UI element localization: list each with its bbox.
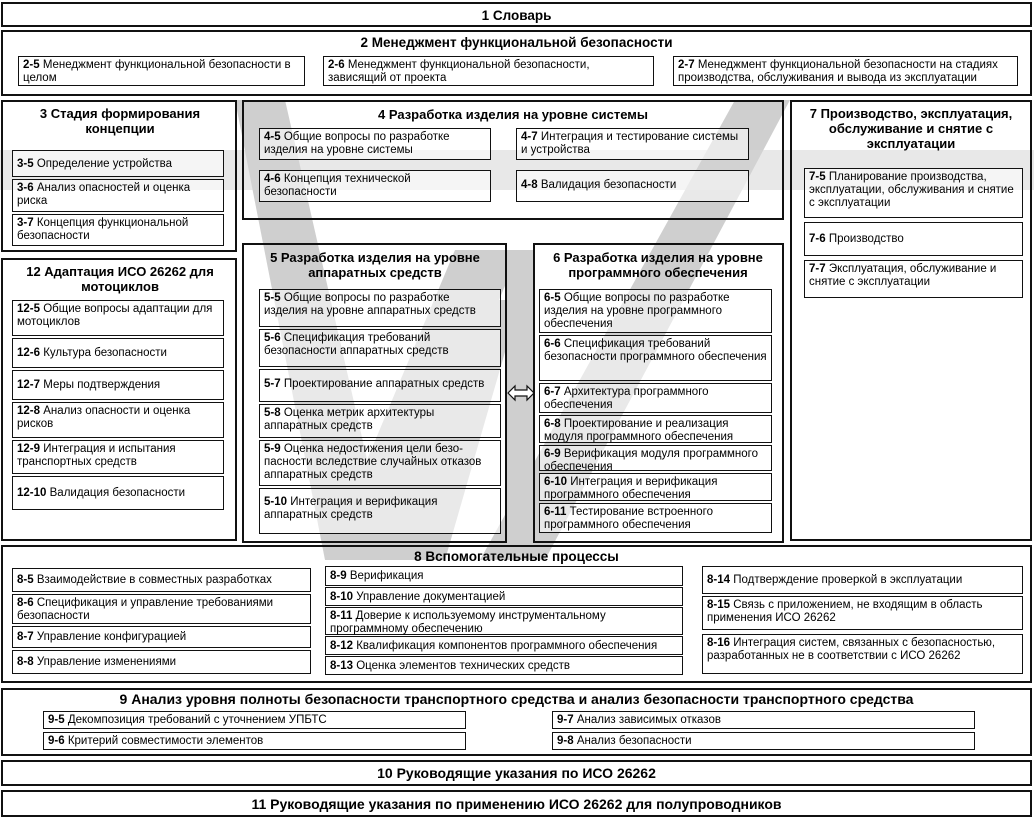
item-3-7: 3-7 Концепция функциональной безопасности [12, 214, 224, 246]
part7-title: 7 Производство, эксплуатация, обслуживание и снятие с эксплуатации [809, 106, 1013, 151]
part9-title: 9 Анализ уровня полноты безопасности транспортного средства и анализ безопасности транспортного средства [119, 691, 914, 707]
part8-title: 8 Вспомогательные процессы [414, 549, 619, 564]
item-12-6: 12-6 Культура безопасности [12, 338, 224, 368]
item-9-5: 9-5 Декомпозиция требований с уточнением УПБТС [43, 711, 466, 729]
item-6-5: 6-5 Общие вопросы по разработке изделия на уровне программного обеспечения [539, 289, 772, 333]
item-6-7: 6-7 Архитектура программного обеспечения [539, 383, 772, 413]
item-6-6: 6-6 Спецификация требований безопасности программного обеспечения [539, 335, 772, 381]
part1-box [1, 2, 1032, 27]
item-4-7: 4-7 Интеграция и тестирование системы и устройства [516, 128, 749, 160]
part11-box [1, 790, 1032, 817]
item-8-15: 8-15 Связь с приложением, не входящим в область применения ИСО 26262 [702, 596, 1023, 630]
item-6-11: 6-11 Тестирование встроенного программного обеспечения [539, 503, 772, 533]
item-3-6: 3-6 Анализ опасностей и оценка риска [12, 179, 224, 212]
item-5-10: 5-10 Интеграция и верификация аппаратных средств [259, 488, 501, 534]
part7-frame [790, 100, 1032, 541]
item-5-5: 5-5 Общие вопросы по разработке изделия на уровне аппаратных средств [259, 289, 501, 327]
part3-title: 3 Стадия формирования концепции [39, 106, 201, 136]
part10-title: 10 Руководящие указания по ИСО 26262 [377, 765, 656, 781]
item-8-14: 8-14 Подтверждение проверкой в эксплуатации [702, 566, 1023, 594]
part5-title: 5 Разработка изделия на уровне аппаратных средств [270, 250, 480, 280]
item-2-6: 2-6 Менеджмент функциональной безопасности, зависящий от проекта [323, 56, 654, 86]
item-9-6: 9-6 Критерий совместимости элементов [43, 732, 466, 750]
item-4-8: 4-8 Валидация безопасности [516, 170, 749, 202]
item-12-10: 12-10 Валидация безопасности [12, 476, 224, 510]
item-8-10: 8-10 Управление документацией [325, 587, 683, 606]
item-12-7: 12-7 Меры подтверждения [12, 370, 224, 400]
item-8-6: 8-6 Спецификация и управление требованиями безопасности [12, 594, 311, 624]
item-6-10: 6-10 Интеграция и верификация программного обеспечения [539, 473, 772, 501]
item-9-7: 9-7 Анализ зависимых отказов [552, 711, 975, 729]
part10-box [1, 760, 1032, 786]
item-5-7: 5-7 Проектирование аппаратных средств [259, 369, 501, 402]
item-8-11: 8-11 Доверие к используемому инструментальному программному обеспечению [325, 607, 683, 635]
item-8-5: 8-5 Взаимодействие в совместных разработках [12, 568, 311, 592]
item-2-5: 2-5 Менеджмент функциональной безопасности в целом [18, 56, 305, 86]
item-9-8: 9-8 Анализ безопасности [552, 732, 975, 750]
item-8-12: 8-12 Квалификация компонентов программного обеспечения [325, 636, 683, 655]
part12-title: 12 Адаптация ИСО 26262 для мотоциклов [26, 264, 214, 294]
part6-title: 6 Разработка изделия на уровне программного обеспечения [553, 250, 763, 280]
item-8-9: 8-9 Верификация [325, 566, 683, 586]
item-6-9: 6-9 Верификация модуля программного обеспечения [539, 445, 772, 471]
item-8-7: 8-7 Управление конфигурацией [12, 626, 311, 648]
part2-title: 2 Менеджмент функциональной безопасности [360, 35, 673, 50]
item-8-8: 8-8 Управление изменениями [12, 650, 311, 674]
item-5-9: 5-9 Оценка недостижения цели безо-пасности вследствие случайных отказов аппаратных средств [259, 440, 501, 486]
item-8-16: 8-16 Интеграция систем, связанных с безопасностью, разработанных не в соответствии с ИСО 26262 [702, 634, 1023, 674]
item-12-8: 12-8 Анализ опасности и оценка рисков [12, 402, 224, 438]
double-arrow-icon [507, 384, 535, 402]
part11-title: 11 Руководящие указания по применению ИСО 26262 для полупроводников [251, 796, 782, 812]
item-6-8: 6-8 Проектирование и реализация модуля программного обеспечения [539, 415, 772, 443]
item-4-5: 4-5 Общие вопросы по разработке изделия на уровне системы [259, 128, 491, 160]
item-5-8: 5-8 Оценка метрик архитектуры аппаратных средств [259, 404, 501, 438]
item-12-9: 12-9 Интеграция и испытания транспортных средств [12, 440, 224, 474]
item-7-5: 7-5 Планирование производства, эксплуатации, обслуживания и снятие с эксплуатации [804, 168, 1023, 218]
item-7-7: 7-7 Эксплуатация, обслуживание и снятие с эксплуатации [804, 260, 1023, 298]
item-7-6: 7-6 Производство [804, 222, 1023, 256]
item-5-6: 5-6 Спецификация требований безопасности аппаратных средств [259, 329, 501, 367]
item-12-5: 12-5 Общие вопросы адаптации для мотоциклов [12, 300, 224, 336]
item-3-5: 3-5 Определение устройства [12, 150, 224, 177]
part1-title: 1 Словарь [481, 8, 552, 23]
item-8-13: 8-13 Оценка элементов технических средств [325, 656, 683, 675]
item-2-7: 2-7 Менеджмент функциональной безопасности на стадиях производства, обслуживания и вывода из эксплуатации [673, 56, 1018, 86]
part4-title: 4 Разработка изделия на уровне системы [377, 107, 649, 122]
item-4-6: 4-6 Концепция технической безопасности [259, 170, 491, 202]
